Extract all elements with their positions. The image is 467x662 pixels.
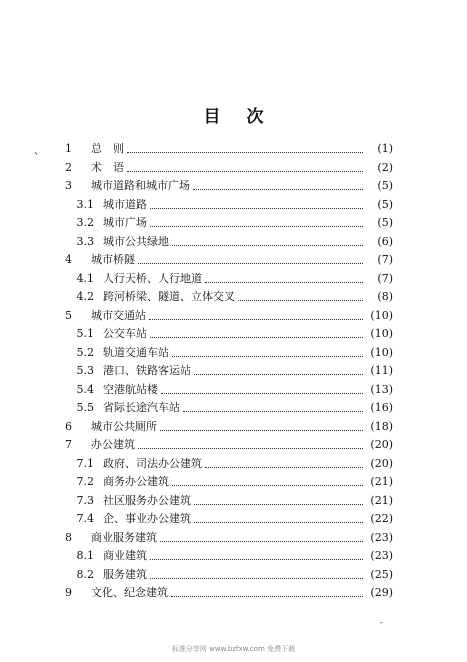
toc-leader-dots xyxy=(172,484,363,486)
toc-leader-dots xyxy=(183,410,363,412)
toc-entry[interactable] xyxy=(0,233,467,251)
toc-entry[interactable] xyxy=(0,251,467,269)
toc-entry-number: 7.2 xyxy=(76,475,94,488)
toc-entry-page: (5) xyxy=(377,216,393,229)
toc-entry-number: 7 xyxy=(65,438,72,451)
toc-entry-number: 4.2 xyxy=(76,290,94,303)
toc-entry-number: 4.1 xyxy=(76,271,94,285)
toc-entry-number: 5.3 xyxy=(76,364,94,377)
toc-entry-number: 1 xyxy=(65,142,72,155)
toc-entry-number: 3 xyxy=(65,179,72,192)
toc-leader-dots xyxy=(193,188,363,190)
toc-entry-page: (7) xyxy=(377,271,393,285)
toc-entry-title: 服务建筑 xyxy=(103,567,147,581)
toc-entry[interactable] xyxy=(0,177,467,195)
toc-leader-dots xyxy=(127,170,363,172)
toc-entry-page: (20) xyxy=(370,456,393,470)
toc-entry-page: (6) xyxy=(377,234,393,248)
toc-entry-title: 城市道路 xyxy=(103,197,147,211)
toc-entry[interactable] xyxy=(0,418,467,436)
toc-entry-page: (7) xyxy=(377,253,393,266)
toc-entry-number: 4 xyxy=(65,253,72,266)
scan-mark-2: - xyxy=(380,618,383,627)
toc-leader-dots xyxy=(172,244,363,246)
toc-leader-dots xyxy=(150,336,363,338)
toc-entry-page: (18) xyxy=(370,419,393,433)
scan-mark: 、 xyxy=(34,146,44,157)
toc-entry-title: 城市公共绿地 xyxy=(103,234,169,248)
toc-entry-title: 人行天桥、人行地道 xyxy=(103,271,202,285)
toc-entry-page: (21) xyxy=(370,493,393,507)
toc-entry[interactable] xyxy=(0,492,467,510)
toc-entry-page: (10) xyxy=(370,327,393,340)
toc-leader-dots xyxy=(149,318,363,320)
toc-entry-title: 空港航站楼 xyxy=(103,382,158,396)
toc-entry-page: (1) xyxy=(377,142,393,155)
toc-entry-title: 跨河桥梁、隧道、立体交叉 xyxy=(103,290,235,303)
title-char-2: 次 xyxy=(246,107,264,127)
toc-entry-page: (8) xyxy=(377,290,393,303)
page-title xyxy=(0,102,467,127)
toc-entry-number: 5.2 xyxy=(76,345,94,359)
toc-entry-title: 省际长途汽车站 xyxy=(103,401,180,414)
toc-leader-dots xyxy=(238,299,363,301)
toc-entry[interactable] xyxy=(0,436,467,454)
toc-leader-dots xyxy=(160,540,363,542)
toc-entry[interactable] xyxy=(0,196,467,214)
toc-entry-title: 城市交通站 xyxy=(91,308,146,322)
toc-leader-dots xyxy=(138,447,363,449)
toc-entry[interactable] xyxy=(0,325,467,343)
toc-entry-page: (11) xyxy=(370,364,393,377)
toc-leader-dots xyxy=(194,373,363,375)
toc-entry-title: 社区服务办公建筑 xyxy=(103,493,191,507)
toc-entry-page: (29) xyxy=(370,586,393,599)
toc-entry-page: (23) xyxy=(370,549,393,562)
toc-entry-page: (25) xyxy=(370,567,393,581)
toc-entry-number: 7.1 xyxy=(76,456,94,470)
toc-entry-number: 9 xyxy=(65,586,72,599)
toc-entry[interactable] xyxy=(0,307,467,325)
toc-entry-page: (5) xyxy=(377,197,393,211)
toc-leader-dots xyxy=(127,151,363,153)
toc-entry-title: 港口、铁路客运站 xyxy=(103,364,191,377)
toc-entry-title: 企、事业办公建筑 xyxy=(103,512,191,525)
toc-entry-number: 5.1 xyxy=(76,327,94,340)
title-char-1: 目 xyxy=(203,107,221,127)
toc-entry-title: 城市道路和城市广场 xyxy=(91,179,190,192)
toc-entry[interactable] xyxy=(0,566,467,584)
toc-entry[interactable] xyxy=(0,455,467,473)
toc-entry[interactable] xyxy=(0,547,467,565)
toc-entry-number: 3.1 xyxy=(76,197,94,211)
toc-entry-title: 文化、纪念建筑 xyxy=(91,586,168,599)
toc-entry-number: 3.2 xyxy=(76,216,94,229)
toc-entry-page: (13) xyxy=(370,382,393,396)
toc-entry[interactable] xyxy=(0,381,467,399)
toc-entry-title: 政府、司法办公建筑 xyxy=(103,456,202,470)
toc-entry-page: (10) xyxy=(370,345,393,359)
toc-entry-number: 2 xyxy=(65,160,72,174)
toc-entry-page: (2) xyxy=(377,160,393,174)
toc-leader-dots xyxy=(150,207,363,209)
toc-leader-dots xyxy=(171,595,363,597)
toc-entry-number: 7.3 xyxy=(76,493,94,507)
toc-entry-page: (20) xyxy=(370,438,393,451)
toc-entry-number: 8 xyxy=(65,530,72,544)
toc-entry-title: 城市广场 xyxy=(103,216,147,229)
toc-entry-number: 5 xyxy=(65,308,72,322)
toc-entry[interactable] xyxy=(0,584,467,602)
toc-entry-number: 7.4 xyxy=(76,512,94,525)
toc-entry-page: (16) xyxy=(370,401,393,414)
toc-entry[interactable] xyxy=(0,510,467,528)
toc-entry-number: 5.4 xyxy=(76,382,94,396)
toc-leader-dots xyxy=(138,262,363,264)
toc-entry-number: 3.3 xyxy=(76,234,94,248)
toc-leader-dots xyxy=(150,577,363,579)
toc-entry-title: 商务办公建筑 xyxy=(103,475,169,488)
toc-entry-page: (5) xyxy=(377,179,393,192)
toc-entry[interactable] xyxy=(0,473,467,491)
toc-leader-dots xyxy=(194,521,363,523)
toc-entry-number: 8.1 xyxy=(76,549,94,562)
toc-entry-page: (21) xyxy=(370,475,393,488)
toc-leader-dots xyxy=(160,429,363,431)
toc-entry-title: 总 则 xyxy=(91,142,124,155)
toc-leader-dots xyxy=(161,392,363,394)
toc-entry-title: 轨道交通车站 xyxy=(103,345,169,359)
toc-leader-dots xyxy=(205,466,363,468)
toc-entry-number: 8.2 xyxy=(76,567,94,581)
footer-watermark: 标准分享网 www.bzfxw.com 免费下载 xyxy=(171,645,296,653)
toc-leader-dots xyxy=(150,558,363,560)
toc-leader-dots xyxy=(205,281,363,283)
toc-entry-title: 城市公共厕所 xyxy=(91,419,157,433)
toc-entry-title: 商业建筑 xyxy=(103,549,147,562)
toc-entry[interactable] xyxy=(0,214,467,232)
toc-entry[interactable] xyxy=(0,399,467,417)
toc-entry[interactable] xyxy=(0,159,467,177)
toc-entry-title: 术 语 xyxy=(91,160,124,174)
toc-entry-page: (23) xyxy=(370,530,393,544)
toc-entry[interactable] xyxy=(0,344,467,362)
toc-leader-dots xyxy=(150,225,363,227)
toc-entry-page: (10) xyxy=(370,308,393,322)
toc-leader-dots xyxy=(194,503,363,505)
toc-entry-title: 商业服务建筑 xyxy=(91,530,157,544)
toc-entry-page: (22) xyxy=(370,512,393,525)
toc-entry[interactable] xyxy=(0,270,467,288)
toc-entry-title: 城市桥隧 xyxy=(91,253,135,266)
toc-entry[interactable] xyxy=(0,288,467,306)
toc-entry-title: 公交车站 xyxy=(103,327,147,340)
toc-entry[interactable] xyxy=(0,362,467,380)
toc-entry-number: 5.5 xyxy=(76,401,94,414)
toc-entry[interactable] xyxy=(0,140,467,158)
toc-entry[interactable] xyxy=(0,529,467,547)
toc-entry-number: 6 xyxy=(65,419,72,433)
toc-leader-dots xyxy=(172,355,363,357)
toc-entry-title: 办公建筑 xyxy=(91,438,135,451)
